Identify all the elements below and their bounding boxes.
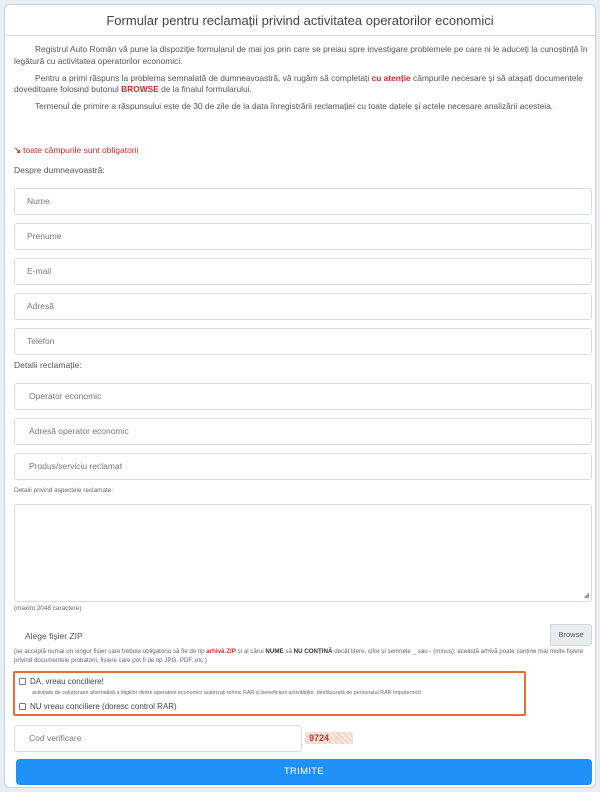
file-note-text-2: și al cărui — [235, 648, 266, 655]
conciliation-no-option[interactable] — [19, 702, 177, 711]
required-note-text: toate câmpurile sunt obligatorii — [23, 145, 139, 155]
conciliation-box — [13, 671, 526, 716]
title-divider — [5, 35, 595, 36]
submit-button[interactable]: TRIMITE — [16, 759, 592, 785]
file-input[interactable]: Alege fișier ZIP — [14, 624, 592, 646]
arrow-icon: ↘ — [14, 145, 22, 155]
complaint-section-label: Detalii reclamație: — [14, 360, 82, 370]
file-note-text-1: (se acceptă numai un singur fișier care trebuie obligatoriu să fie de tip — [14, 648, 207, 655]
max-chars-note: (maxim 2048 caractere) — [14, 605, 82, 612]
resize-grip-icon[interactable]: ◢ — [583, 592, 589, 599]
phone-input[interactable]: Telefon — [14, 328, 592, 355]
conciliation-yes-label: DA, vreau conciliere! — [30, 677, 104, 686]
intro-paragraph-3: Termenul de primire a răspunsului este de 30 de zile de la data înregistrării reclamației cu toate datele și actele necesare analizării acesteia. — [35, 101, 554, 112]
conciliation-no-checkbox[interactable] — [19, 703, 26, 710]
intro-p2-highlight: cu atenție — [371, 72, 411, 83]
about-section-label: Despre dumneavoastră: — [14, 165, 105, 175]
address-input[interactable]: Adresă — [14, 293, 592, 320]
details-label: Detalii privind aspectele reclamate: — [14, 487, 114, 494]
complaint-form-card — [4, 4, 596, 788]
required-note — [14, 145, 138, 156]
conciliation-yes-description: activitate de soluționare alternativă a litigiilor dintre operatorii economici autorizați tehnic RAR și beneficiarii activităților, desfășurată de personalul RAR împuternicit — [32, 690, 421, 696]
form-title: Formular pentru reclamații privind activitatea operatorilor economici — [106, 13, 494, 28]
file-note-text-3: să — [283, 648, 294, 655]
intro-paragraph-2 — [14, 73, 589, 97]
intro-p2-text: Pentru a primi răspuns la problema semnalată de dumneavoastră, vă rugăm să completați — [35, 72, 372, 83]
surname-input[interactable]: Prenume — [14, 223, 592, 250]
details-textarea[interactable] — [14, 504, 592, 602]
browse-button[interactable]: Browse — [550, 624, 592, 646]
file-note — [14, 647, 594, 665]
email-input[interactable]: E-mail — [14, 258, 592, 285]
file-note-zip: arhivă ZIP — [206, 648, 236, 655]
intro-text — [14, 44, 589, 118]
captcha-input[interactable]: Cod verificare — [14, 725, 302, 752]
product-input[interactable]: Produs/serviciu reclamat — [14, 453, 592, 480]
conciliation-no-label: NU vreau conciliere (doresc control RAR) — [30, 702, 177, 711]
intro-p2-after: de la finalul formularului. — [158, 84, 252, 95]
intro-paragraph-1: Registrul Auto Român vă pune la dispoziție formularul de mai jos prin care se preiau spre investigare problemele pe care ni le aduceți la cunoștință în legătură cu activitatea operatorilor economici. — [14, 44, 588, 66]
captcha-image: 9724 — [305, 732, 353, 744]
operator-input[interactable]: Operator economic — [14, 383, 592, 410]
file-note-nu: NU CONȚINĂ — [293, 648, 333, 655]
conciliation-yes-option[interactable] — [19, 677, 104, 686]
file-note-text-4: decât litere, cifre și semnele _ sau - (minus); această arhivă poate conține mai multe fișiere privind documentele probatorii, fișiere care pot fi de tip JPG, PDF, etc.) — [14, 648, 584, 664]
file-note-name: NUME — [265, 648, 284, 655]
intro-p2-browse: BROWSE — [121, 84, 159, 95]
conciliation-yes-checkbox[interactable] — [19, 678, 26, 685]
operator-address-input[interactable]: Adresă operator economic — [14, 418, 592, 445]
name-input[interactable]: Nume — [14, 188, 592, 215]
intro-p2-middle: câmpurile necesare și să atașați documentele doveditoare folosind butonul — [14, 72, 583, 95]
